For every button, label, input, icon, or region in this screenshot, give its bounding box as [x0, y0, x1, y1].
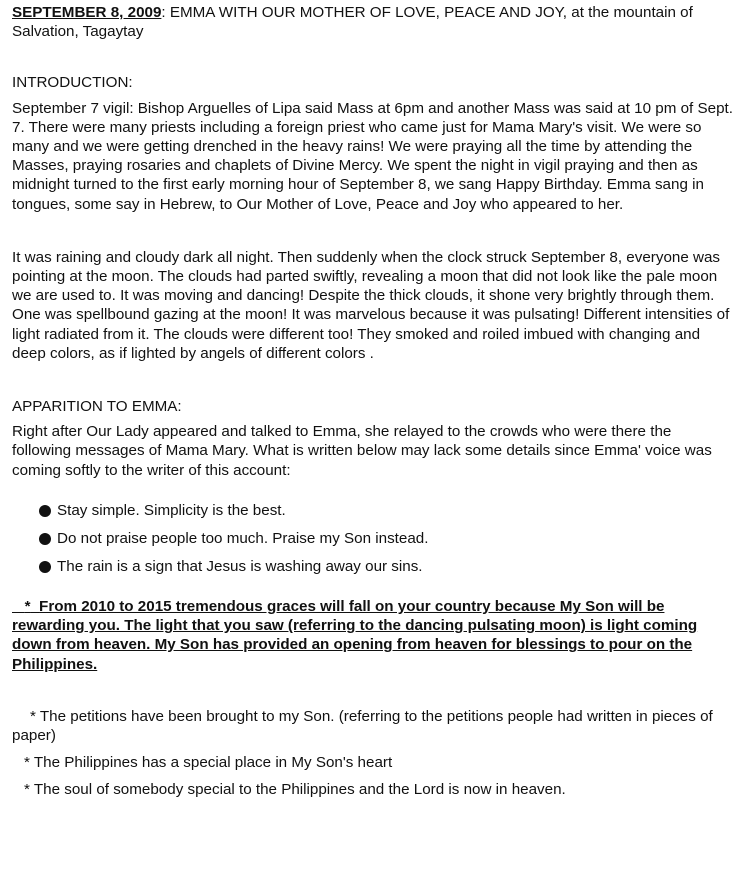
highlighted-message	[12, 597, 734, 674]
final-message-1: * The petitions have been brought to my Son. (referring to the petitions people had written in pieces of paper)	[12, 707, 713, 745]
highlighted-star: *	[24, 598, 31, 616]
document-page	[12, 3, 734, 800]
final-message-2: * The Philippines has a special place in My Son's heart	[24, 754, 393, 772]
introduction-paragraph-1: September 7 vigil: Bishop Arguelles of Lipa said Mass at 6pm and another Mass was said at 10 pm of Sept. 7. There were many priests including a foreign priest who came just for Mama Mary's visit. We were so many and we were getting drenched in the heavy rains! We were praying all the time by attending the Masses, praying rosaries and chaplets of Divine Mercy. We spent the night in vigil praying and then as midnight turned to the first early morning hour of September 8, we sang Happy Birthday. Emma sang in tongues, some say in Hebrew, to Our Mother of Love, Peace and Joy who appeared to her.	[12, 99, 733, 213]
apparition-paragraph: Right after Our Lady appeared and talked to Emma, she relayed to the crowds who were there the following messages of Mama Mary. What is written below may lack some details since Emma' voice was coming softly to the writer of this account:	[12, 423, 712, 479]
bullet-text: The rain is a sign that Jesus is washing away our sins.	[57, 557, 423, 575]
apparition-heading: APPARITION TO EMMA:	[12, 398, 182, 416]
bullet-text: Stay simple. Simplicity is the best.	[57, 501, 286, 519]
bullet-text: Do not praise people too much. Praise my Son instead.	[57, 529, 429, 547]
bullet-dot-icon	[39, 561, 51, 573]
list-item	[12, 557, 734, 576]
introduction-paragraph-2: It was raining and cloudy dark all night. Then suddenly when the clock struck September 8, everyone was pointing at the moon. The clouds had parted swiftly, revealing a moon that did not look like the pale moon we are used to. It was moving and dancing! Despite the thick clouds, it shone very brightly through them. One was spellbound gazing at the moon! It was marvelous because it was pulsating! Different intensities of light radiated from it. The clouds were different too! They smoked and roiled imbued with changing and deep colors, as if lighted by angels of different colors .	[12, 248, 730, 362]
message-bullet-list	[12, 501, 734, 576]
list-item	[12, 501, 734, 520]
bullet-dot-icon	[39, 533, 51, 545]
document-title	[12, 3, 734, 41]
introduction-heading: INTRODUCTION:	[12, 74, 133, 92]
title-date: SEPTEMBER 8, 2009	[12, 4, 162, 21]
title-text: : EMMA WITH OUR MOTHER OF LOVE, PEACE AND JOY, at the mountain of Salvation, Tagaytay	[12, 4, 693, 41]
highlighted-message-text: From 2010 to 2015 tremendous graces will fall on your country because My Son will be rewarding you. The light that you saw (referring to the dancing pulsating moon) is light coming down from heaven. My Son has provided an opening from heaven for blessings to pour on the Philippines.	[12, 598, 698, 673]
final-message-3: * The soul of somebody special to the Philippines and the Lord is now in heaven.	[24, 781, 566, 799]
list-item	[12, 529, 734, 548]
bullet-dot-icon	[39, 505, 51, 517]
